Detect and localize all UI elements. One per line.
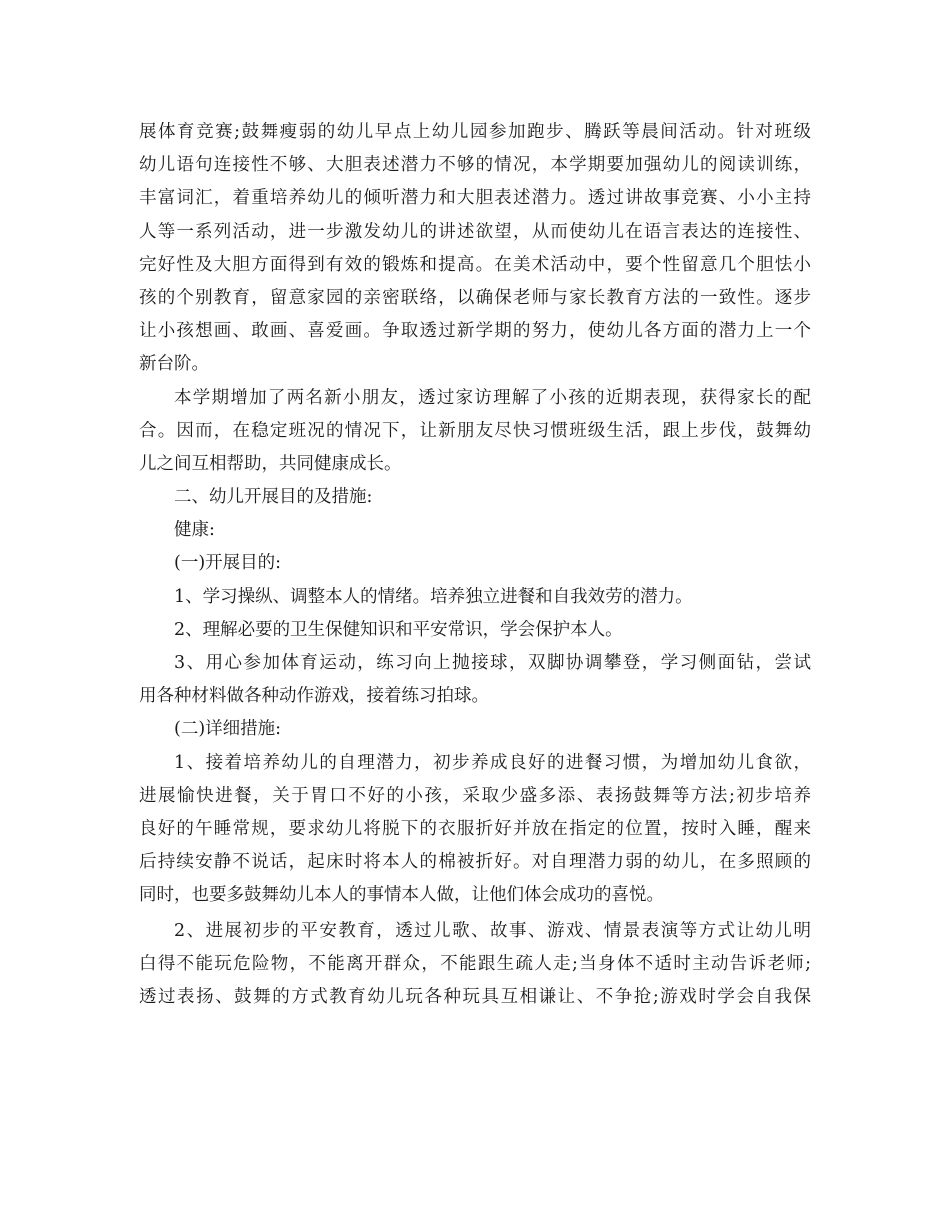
text-line: 完好性及大胆方面得到有效的锻炼和提高。在美术活动中，要个性留意几个胆怯小 (139, 254, 811, 275)
text-line: 展体育竞赛;鼓舞瘦弱的幼儿早点上幼儿园参加跑步、腾跃等晨间活动。针对班级 (139, 122, 811, 142)
text-line: (一)开展目的: (174, 553, 282, 574)
text-line: 同时，也要多鼓舞幼儿本人的事情本人做，让他们体会成功的喜悦。 (139, 885, 664, 906)
text-line: 透过表扬、鼓舞的方式教育幼儿玩各种玩具互相谦让、不争抢;游戏时学会自我保 (139, 986, 811, 1007)
text-line: 后持续安静不说话，起床时将本人的棉被折好。对自理潜力弱的幼儿，在多照顾的 (139, 852, 811, 873)
text-line: 2、理解必要的卫生保健知识和平安常识，学会保护本人。 (174, 619, 623, 640)
text-line: 1、学习操纵、调整本人的情绪。培养独立进餐和自我效劳的潜力。 (174, 586, 693, 607)
text-line: 进展愉快进餐，关于胃口不好的小孩，采取少盛多添、表扬鼓舞等方法;初步培养 (139, 785, 811, 806)
text-line: 让小孩想画、敢画、喜爱画。争取透过新学期的努力，使幼儿各方面的潜力上一个 (139, 321, 811, 342)
text-line: 3、用心参加体育运动，练习向上抛接球，双脚协调攀登，学习侧面钻，尝试 (174, 653, 811, 673)
text-line: 丰富词汇，着重培养幼儿的倾听潜力和大胆表述潜力。透过讲故事竞赛、小小主持 (139, 188, 811, 209)
text-line: 新台阶。 (139, 354, 209, 375)
text-line: 合。因而，在稳定班况的情况下，让新朋友尽快习惯班级生活，跟上步伐，鼓舞幼 (139, 420, 811, 441)
text-line: 儿之间互相帮助，共同健康成长。 (139, 453, 402, 474)
text-line: 孩的个别教育，留意家园的亲密联络，以确保老师与家长教育方法的一致性。逐步 (139, 287, 811, 308)
text-line: 良好的午睡常规，要求幼儿将脱下的衣服折好并放在指定的位置，按时入睡，醒来 (139, 818, 811, 839)
text-line: 1、接着培养幼儿的自理潜力，初步养成良好的进餐习惯，为增加幼儿食欲， (174, 752, 811, 773)
text-line: 幼儿语句连接性不够、大胆表述潜力不够的情况，本学期要加强幼儿的阅读训练， (139, 155, 811, 176)
document-body (139, 116, 811, 1014)
text-line: 用各种材料做各种动作游戏，接着练习拍球。 (139, 686, 489, 707)
text-line: 二、幼儿开展目的及措施: (174, 487, 373, 508)
text-line: 人等一系列活动，进一步激发幼儿的讲述欲望，从而使幼儿在语言表达的连接性、 (139, 221, 811, 242)
text-line: (二)详细措施: (174, 719, 282, 740)
text-line: 白得不能玩危险物，不能离开群众，不能跟生疏人走;当身体不适时主动告诉老师; (139, 953, 811, 974)
text-line: 本学期增加了两名新小朋友，透过家访理解了小孩的近期表现，获得家长的配 (174, 387, 811, 408)
text-line: 健康: (174, 520, 215, 541)
text-line: 2、进展初步的平安教育，透过儿歌、故事、游戏、情景表演等方式让幼儿明 (174, 920, 811, 941)
